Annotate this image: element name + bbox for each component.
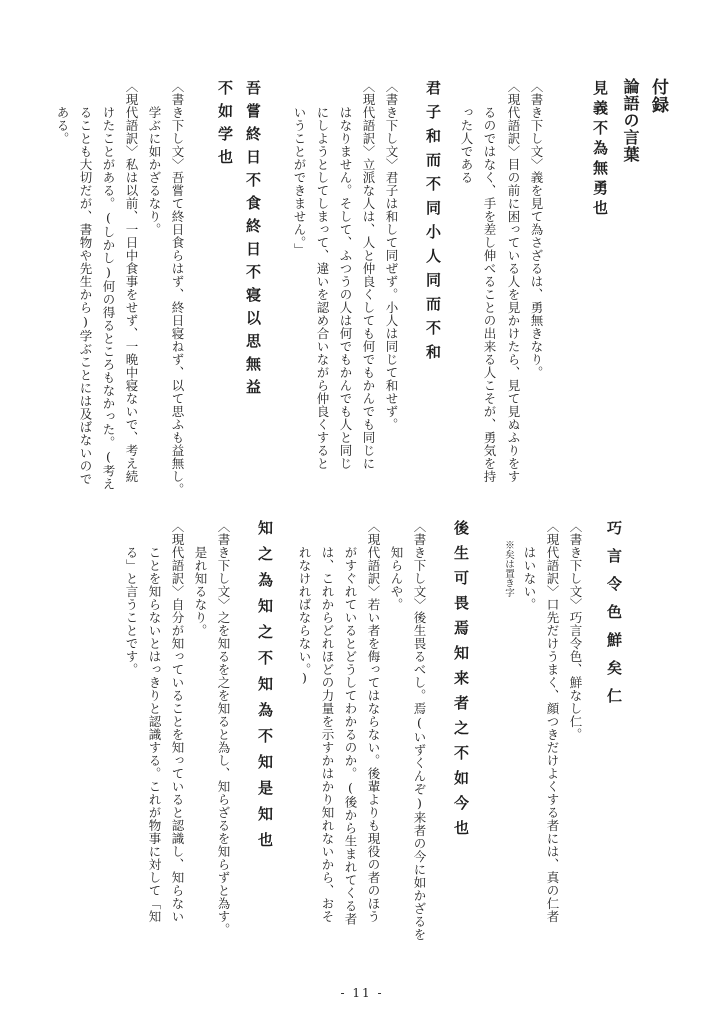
saying-4-yomikudashi: 〈書き下し文〉巧言令色、鮮なし仁。 (568, 520, 583, 741)
saying-5-yomikudashi: 知らんや。 (389, 546, 404, 611)
saying-5-translation-line: 〈現代語訳〉若い者を侮ってはならない。後輩よりも現役の者のほう (366, 520, 381, 923)
saying-5-translation-line: は、これからどれほどの力量を示すかはかり知れないから、おそ (320, 546, 335, 923)
saying-6-yomikudashi: 是れ知るなり。 (193, 546, 208, 637)
saying-5-classical: 後生可畏焉知来者之不如今也 (452, 520, 470, 845)
saying-5-yomikudashi: 〈書き下し文〉後生畏るべし。焉(いずくんぞ)来者の今に如かざるを (412, 520, 427, 941)
saying-6-translation-line: 〈現代語訳〉自分が知っていることを知っていると認識し、知らない (170, 520, 185, 923)
saying-3-translation-line: ることも大切だが、書物や先生から)学ぶことには及ばないので (78, 106, 93, 486)
saying-3-translation-line: 〈現代語訳〉私は以前、一日中食事をせず、一晩中寝ないで、考え続 (124, 80, 139, 483)
saying-6-yomikudashi: 〈書き下し文〉之を知るを之を知ると為し、知らざるを知らずと為す。 (216, 520, 231, 936)
page-number: - 11 - (340, 986, 384, 1000)
saying-4-note: ※矣は置き字 (503, 540, 514, 597)
saying-4-classical: 巧言令色鮮矣仁 (605, 520, 623, 716)
saying-2-translation-line: いうことができません。」 (292, 106, 307, 256)
saying-3-translation-line: ある。 (55, 106, 70, 145)
saying-4-translation-line: はいない。 (522, 546, 537, 611)
page-title: 論語の言葉 (621, 78, 640, 163)
saying-1-translation-line: 〈現代語訳〉目の前に困っている人を見かけたら、見て見ぬふりをす (506, 80, 521, 483)
saying-3-yomikudashi: 学ぶに如かざるなり。 (147, 106, 162, 236)
saying-2-yomikudashi: 〈書き下し文〉君子は和して同ぜず。小人は同じて和せず。 (384, 80, 399, 431)
saying-3-yomikudashi: 〈書き下し文〉吾嘗て終日食らはず、終日寝ねず、以て思ふも益無し。 (170, 80, 185, 496)
saying-6-translation-line: ことを知らないとはっきりと認識する。これが物事に対して「知 (147, 546, 162, 923)
saying-1-translation-line: った人である (459, 106, 474, 184)
saying-3-classical: 不如学也 (216, 80, 234, 172)
saying-1-translation-line: るのではなく、手を差し伸べることの出来る人こそが、勇気を持 (482, 106, 497, 483)
saying-2-translation-line: にしようとしてしまって、違いを認め合いながら仲良くすると (315, 106, 330, 470)
saying-2-translation-line: 〈現代語訳〉立派な人は、人と仲良くしても何でもかんでも同じに (361, 80, 376, 470)
saying-6-classical: 知之為知之不知為不知是知也 (256, 520, 274, 858)
saying-2-classical: 君子和而不同小人同而不和 (424, 80, 442, 368)
saying-1-classical: 見義不為無勇也 (591, 80, 609, 220)
saying-3-translation-line: けたことがある。(しかし)何の得るところもなかった。(考え (101, 106, 116, 491)
appendix-label: 付録 (648, 78, 668, 114)
saying-6-translation-line: る」と言うことです。 (124, 546, 139, 676)
saying-5-translation-line: がすぐれているとどうしてわかるのか。(後から生まれてくる者 (343, 546, 358, 926)
saying-2-translation-line: はなりません。そして、ふつうの人は何でもかんでも人と同じ (338, 106, 353, 470)
saying-5-translation-line: れなければならない。) (297, 546, 312, 686)
saying-3-classical: 吾嘗終日不食終日不寝以思無益 (244, 80, 262, 402)
saying-1-yomikudashi: 〈書き下し文〉義を見て為さざるは、勇無きなり。 (529, 80, 544, 379)
saying-4-translation-line: 〈現代語訳〉口先だけうまく、顔つきだけよくする者には、真の仁者 (545, 520, 560, 923)
